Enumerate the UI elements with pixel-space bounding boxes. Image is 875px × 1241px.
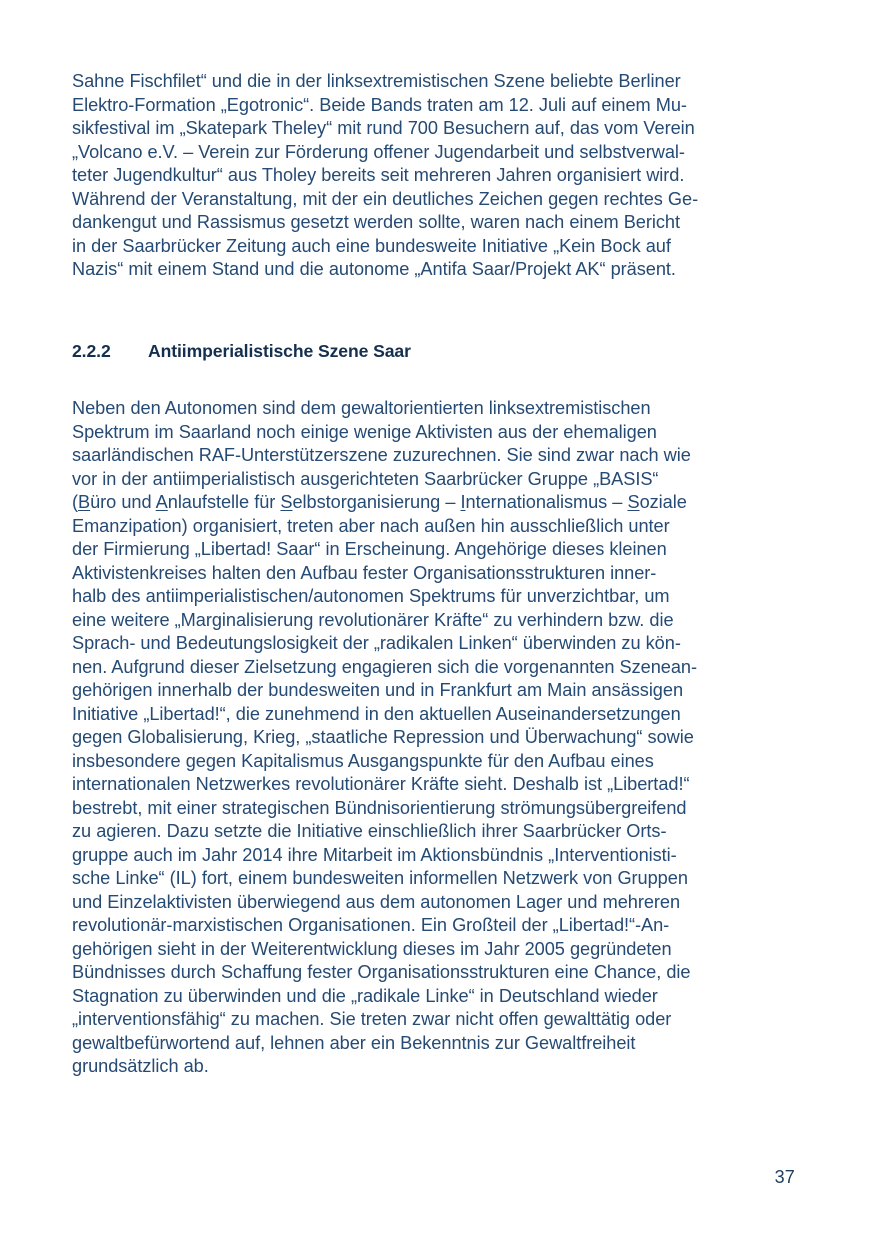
section-title: Antiimperialistische Szene Saar (148, 340, 411, 361)
para2-line: der Firmierung „Libertad! Saar“ in Erscheinung. Angehörige dieses kleinen (72, 539, 667, 559)
para1-line: Nazis“ mit einem Stand und die autonome „Antifa Saar/Projekt AK“ präsent. (72, 259, 676, 279)
para2-line: gehörigen innerhalb der bundesweiten und in Frankfurt am Main ansässigen (72, 680, 684, 700)
para2-line: und Einzelaktivisten überwiegend aus dem autonomen Lager und mehreren (72, 891, 681, 912)
para2-line: vor in der antiimperialistisch ausgerichteten Saarbrücker Gruppe „BASIS“ (72, 468, 659, 489)
para2-line: Initiative „Libertad!“, die zunehmend in den aktuellen Auseinandersetzungen (72, 703, 681, 724)
para1-line: dankengut und Rassismus gesetzt werden sollte, waren nach einem Bericht (72, 212, 680, 232)
acronym-expansion-line (72, 492, 687, 512)
para2-line: Sprach- und Bedeutungslosigkeit der „radikalen Linken“ überwinden zu kön- (72, 633, 681, 653)
para2-line: revolutionär-marxistischen Organisationen. Ein Großteil der „Libertad!“-An- (72, 915, 670, 935)
para1-line: teter Jugendkultur“ aus Tholey bereits seit mehreren Jahren organisiert wird. (72, 165, 685, 185)
para1-line: in der Saarbrücker Zeitung auch eine bundesweite Initiative „Kein Bock auf (72, 235, 671, 256)
section-number: 2.2.2 (72, 340, 111, 361)
acronym-letter-s1: S (280, 492, 293, 512)
para2-line: saarländischen RAF-Unterstützerszene zuzurechnen. Sie sind zwar nach wie (72, 445, 691, 465)
page-content (72, 70, 798, 1079)
acronym-word-anlaufstelle: nlaufstelle für (167, 492, 281, 512)
para1-line: sikfestival im „Skatepark Theley“ mit rund 700 Besuchern auf, das vom Verein (72, 118, 695, 138)
paragraph-antiimperialistische-szene (72, 397, 798, 1079)
acronym-word-selbstorganisierung: elbstorganisierung – (292, 492, 461, 512)
para2-line: Aktivistenkreises halten den Aufbau fester Organisationsstrukturen inner- (72, 562, 657, 583)
spacer-before-heading (72, 282, 798, 340)
para1-line: Sahne Fischfilet“ und die in der linksextremistischen Szene beliebte Berliner (72, 71, 681, 91)
page-number: 37 (774, 1167, 795, 1187)
acronym-word-buero: üro und (90, 492, 156, 512)
para1-line: Elektro-Formation „Egotronic“. Beide Bands traten am 12. Juli auf einem Mu- (72, 94, 687, 115)
acronym-letter-i: I (460, 492, 466, 512)
para2-line: Bündnisses durch Schaffung fester Organisationsstrukturen eine Chance, die (72, 962, 691, 982)
para2-line: Emanzipation) organisiert, treten aber nach außen hin ausschließlich unter (72, 515, 670, 536)
paragraph-autonome-szene (72, 70, 798, 282)
para2-line: bestrebt, mit einer strategischen Bündnisorientierung strömungsübergreifend (72, 797, 687, 818)
spacer-after-heading (72, 363, 798, 397)
para1-line: Während der Veranstaltung, mit der ein deutliches Zeichen gegen rechtes Ge- (72, 188, 699, 209)
para2-line: Stagnation zu überwinden und die „radikale Linke“ in Deutschland wieder (72, 985, 658, 1006)
acronym-letter-a: A (155, 492, 168, 512)
acronym-letter-s2: S (627, 492, 640, 512)
para2-line: eine weitere „Marginalisierung revolutionärer Kräfte“ zu verhindern bzw. die (72, 609, 674, 630)
para2-line: zu agieren. Dazu setzte die Initiative einschließlich ihrer Saarbrücker Orts- (72, 821, 667, 841)
para2-line: gruppe auch im Jahr 2014 ihre Mitarbeit im Aktionsbündnis „Interventionisti- (72, 844, 677, 865)
section-heading (72, 340, 798, 364)
para2-line: grundsätzlich ab. (72, 1056, 209, 1076)
para2-line: Spektrum im Saarland noch einige wenige Aktivisten aus der ehemaligen (72, 421, 657, 442)
para2-line: insbesondere gegen Kapitalismus Ausgangspunkte für den Aufbau eines (72, 750, 654, 771)
para1-line: „Volcano e.V. – Verein zur Förderung offener Jugendarbeit und selbstverwal- (72, 141, 685, 162)
para2-line: gewaltbefürwortend auf, lehnen aber ein Bekenntnis zur Gewaltfreiheit (72, 1032, 636, 1053)
para2-line: „interventionsfähig“ zu machen. Sie treten zwar nicht offen gewalttätig oder (72, 1009, 672, 1029)
acronym-open-paren: ( (72, 492, 79, 512)
para2-line: nen. Aufgrund dieser Zielsetzung engagieren sich die vorgenannten Szenean- (72, 656, 698, 677)
para2-line: sche Linke“ (IL) fort, einem bundesweiten informellen Netzwerk von Gruppen (72, 868, 688, 888)
para2-line: internationalen Netzwerkes revolutionärer Kräfte sieht. Deshalb ist „Libertad!“ (72, 774, 690, 794)
acronym-word-soziale: oziale (639, 492, 687, 512)
para2-line: gehörigen sieht in der Weiterentwicklung dieses im Jahr 2005 gegründeten (72, 938, 672, 959)
acronym-word-internationalismus: nternationalismus – (465, 492, 628, 512)
para2-line: gegen Globalisierung, Krieg, „staatliche Repression und Überwachung“ sowie (72, 727, 694, 747)
para2-line: Neben den Autonomen sind dem gewaltorientierten linksextremistischen (72, 398, 651, 418)
para2-line: halb des antiimperialistischen/autonomen Spektrums für unverzichtbar, um (72, 586, 670, 606)
acronym-letter-b: B (78, 492, 91, 512)
